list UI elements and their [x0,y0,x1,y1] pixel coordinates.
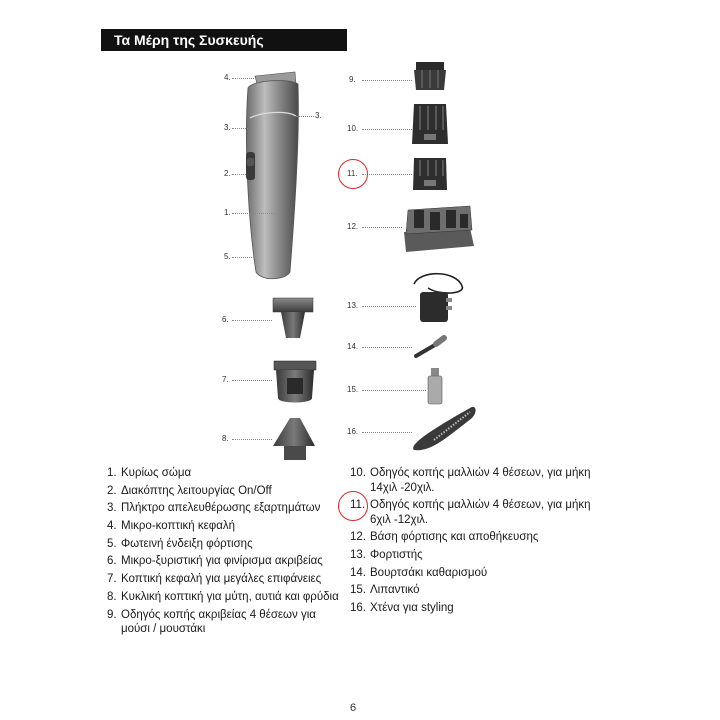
callout-3-right: 3. [315,111,322,120]
comb-guide-9-drawing [414,62,446,90]
leader-line [362,306,416,307]
micro-shaver-drawing [273,298,313,338]
callout-1: 1. [224,208,231,217]
nose-trimmer-drawing [273,418,315,460]
callout-4: 4. [224,73,231,82]
callout-6: 6. [222,315,229,324]
callout-15: 15. [347,385,359,394]
leader-line [362,390,426,391]
list-item: 5. Φωτεινή ένδειξη φόρτισης [107,537,253,550]
highlight-circle-callout-11 [338,159,368,189]
leader-line [362,129,412,130]
leader-line [362,432,412,433]
leader-line [232,439,272,440]
leader-line [362,347,412,348]
callout-16: 16. [347,427,359,436]
leader-line [232,213,276,214]
leader-line [362,174,412,175]
callout-2: 2. [224,169,231,178]
comb-guide-11-drawing [413,158,447,190]
list-item: 11. Οδηγός κοπής μαλλιών 4 θέσεων, για μήκη 6χιλ -12χιλ. [350,499,591,526]
leader-line [232,174,246,175]
leader-line [362,227,402,228]
charger-drawing [414,274,462,322]
callout-11: 11. [347,169,358,178]
highlight-circle-list-11 [338,491,368,521]
parts-list-right [350,466,610,619]
callout-3-left: 3. [224,123,231,132]
callout-12: 12. [347,222,359,231]
charging-base-drawing [404,206,474,252]
wide-head-drawing [274,361,316,403]
leader-line [232,128,248,129]
comb-guide-10-drawing [412,104,448,144]
list-item: 7. Κοπτική κεφαλή για μεγάλες επιφάνειες [107,573,322,586]
list-item: 2. Διακόπτης λειτουργίας On/Off [107,484,272,497]
list-item: 4. Μικρο-κοπτική κεφαλή [107,520,235,533]
callout-7: 7. [222,375,229,384]
styling-comb-drawing [413,407,475,450]
leader-line [232,320,272,321]
list-item: 3. Πλήκτρο απελευθέρωσης εξαρτημάτων [107,502,321,515]
page-title: Τα Μέρη της Συσκευής [101,29,347,51]
list-item: 16. Χτένα για styling [350,602,454,615]
lubricant-drawing [428,368,442,404]
leader-line [296,116,314,117]
leader-line [232,257,254,258]
list-item: 6. Μικρο-ξυριστική για φινίρισμα ακριβείας [107,555,323,568]
leader-line [232,380,272,381]
list-item: 9. Οδηγός κοπής ακριβείας 4 θέσεων για μούσι / μουστάκι [107,608,316,635]
leader-line [362,80,412,81]
callout-8: 8. [222,434,229,443]
parts-list-left [107,466,339,640]
callout-14: 14. [347,342,359,351]
list-item: 15. Λιπαντικό [350,584,420,597]
list-item: 13. Φορτιστής [350,549,423,562]
callout-5: 5. [224,252,231,261]
callout-13: 13. [347,301,359,310]
list-item: 14. Βουρτσάκι καθαρισμού [350,566,488,579]
list-item: 1. Κυρίως σώμα [107,467,192,479]
main-body-drawing [246,72,298,279]
page-number: 6 [350,702,357,714]
list-item: 12. Βάση φόρτισης και αποθήκευσης [350,531,539,544]
callout-9: 9. [349,75,356,84]
list-item: 10. Οδηγός κοπής μαλλιών 4 θέσεων, για μήκη 14χιλ -20χιλ. [350,467,591,494]
leader-line [232,78,254,79]
list-item: 8. Κυκλική κοπτική για μύτη, αυτιά και φρύδια [107,590,339,603]
callout-10: 10. [347,124,359,133]
cleaning-brush-drawing [416,338,444,356]
